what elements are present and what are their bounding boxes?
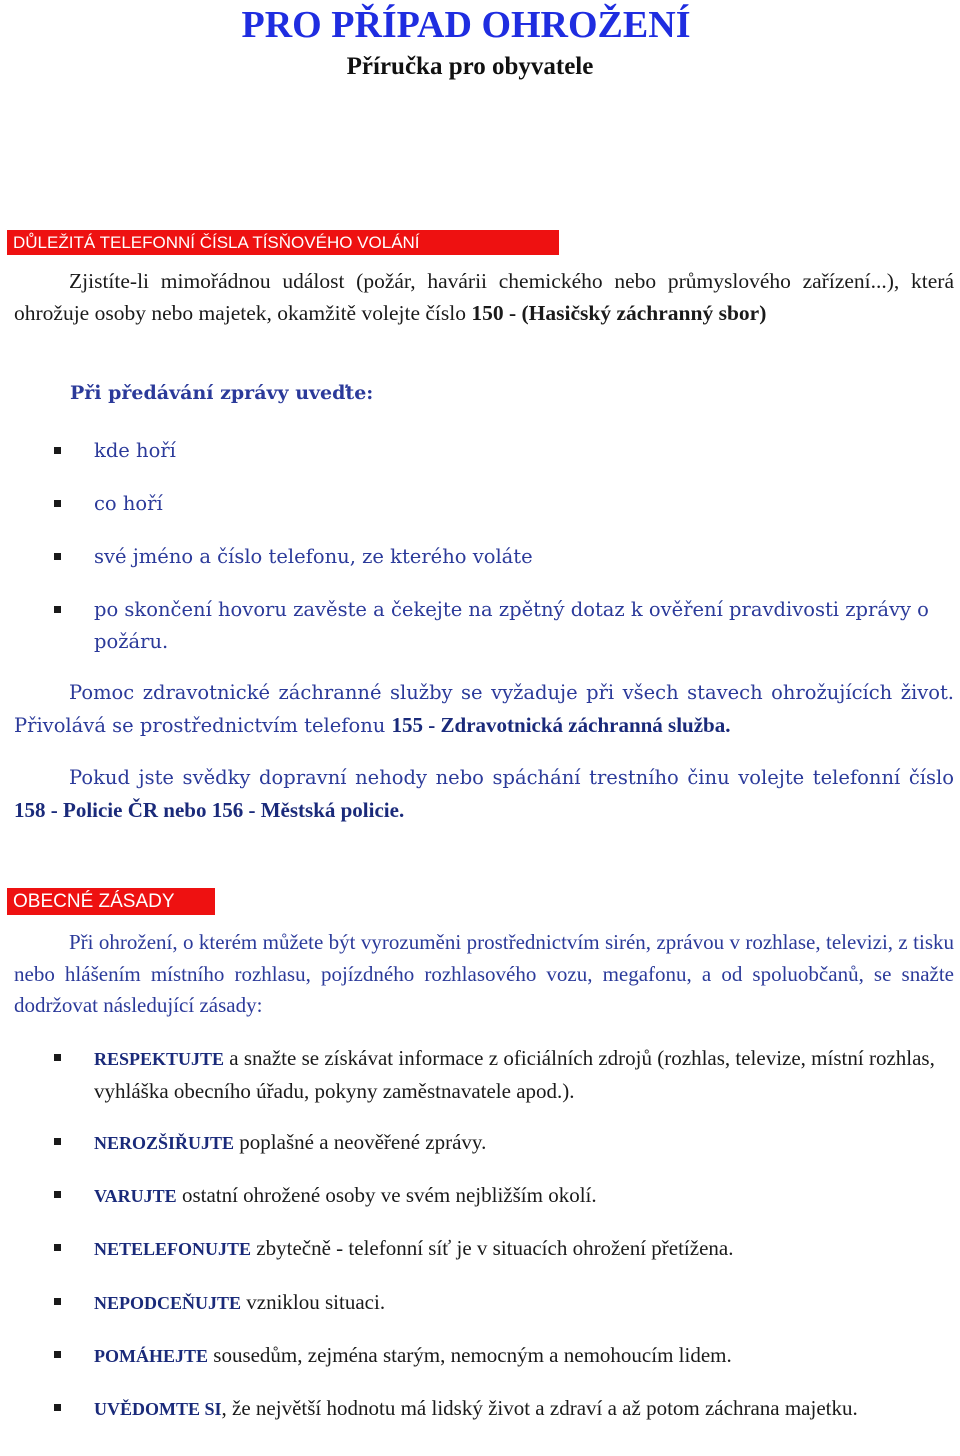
rule-keyword: VARUJTE xyxy=(94,1186,177,1206)
rule-text: a snažte se získávat informace z oficiálních zdrojů (rozhlas, televize, místní rozhlas, vyhláška obecního úřadu, pokyny zaměstnavatele apod.). xyxy=(94,1046,935,1103)
rule-text: sousedům, zejména starým, nemocným a nemohoucím lidem. xyxy=(208,1343,732,1367)
rule-text: , že největší hodnotu má lidský život a zdraví a až potom záchrana majetku. xyxy=(221,1396,858,1420)
rule-text: poplašné a neověřené zprávy. xyxy=(234,1130,487,1154)
rule-keyword: POMÁHEJTE xyxy=(94,1346,209,1366)
fire-brigade-number: 150 - (Hasičský záchranný sbor) xyxy=(471,300,767,325)
bullet-square-icon xyxy=(54,1404,61,1411)
emergency-intro-paragraph xyxy=(14,266,954,329)
rule-text: vzniklou situaci. xyxy=(241,1290,386,1314)
police-text: Pokud jste svědky dopravní nehody nebo spáchání trestního činu volejte telefonní číslo xyxy=(69,766,954,789)
section-label-emergency-numbers: DŮLEŽITÁ TELEFONNÍ ČÍSLA TÍSŇOVÉHO VOLÁNÍ xyxy=(7,230,559,255)
bullet-square-icon xyxy=(54,500,61,507)
bullet-square-icon xyxy=(54,1054,61,1061)
rule-text: ostatní ohrožené osoby ve svém nejbližším okolí. xyxy=(176,1183,597,1207)
rule-keyword: RESPEKTUJTE xyxy=(94,1049,225,1069)
police-number: 158 - Policie ČR nebo 156 - Městská policie. xyxy=(14,798,405,822)
police-paragraph xyxy=(14,762,954,827)
report-heading: Při předávání zprávy uveďte: xyxy=(70,382,374,404)
rule-text: zbytečně - telefonní síť je v situacích ohrožení přetížena. xyxy=(251,1236,734,1260)
bullet-square-icon xyxy=(54,606,61,613)
bullet-square-icon xyxy=(54,1191,61,1198)
bullet-square-icon xyxy=(54,1138,61,1145)
medical-paragraph xyxy=(14,677,954,742)
rule-keyword: NETELEFONUJTE xyxy=(94,1239,252,1259)
emergency-intro-text: Zjistíte-li mimořádnou událost (požár, havárii chemického nebo průmyslového zařízení...), která ohrožuje osoby nebo majetek, okamžitě volejte číslo xyxy=(14,269,954,325)
rule-keyword: UVĚDOMTE SI xyxy=(94,1399,222,1419)
rule-keyword: NEPODCEŇUJTE xyxy=(94,1293,242,1313)
bullet-square-icon xyxy=(54,1298,61,1305)
bullet-square-icon xyxy=(54,447,61,454)
general-rules-intro: Při ohrožení, o kterém můžete být vyrozuměni prostřednictvím sirén, zprávou v rozhlase, televizi, z tisku nebo hlášením místního rozhlasu, pojízdného rozhlasového vozu, megafonu, a od spoluobčanů, se snažte dodržovat následující zásady: xyxy=(14,930,954,1017)
document-subtitle: Příručka pro obyvatele xyxy=(346,53,594,80)
medical-number: 155 - Zdravotnická záchranná služba. xyxy=(391,713,731,737)
document-title: PRO PŘÍPAD OHROŽENÍ xyxy=(241,4,691,46)
medical-text: Pomoc zdravotnické záchranné služby se vyžaduje při všech stavech ohrožujících život. Přivolává se prostřednictvím telefonu xyxy=(14,681,954,737)
rule-keyword: NEROZŠIŘUJTE xyxy=(94,1133,235,1153)
bullet-square-icon xyxy=(54,1244,61,1251)
bullet-square-icon xyxy=(54,1351,61,1358)
bullet-square-icon xyxy=(54,553,61,560)
section-label-general-rules: OBECNÉ ZÁSADY xyxy=(7,888,215,915)
document-page: PRO PŘÍPAD OHROŽENÍ Příručka pro obyvatele DŮLEŽITÁ TELEFONNÍ ČÍSLA TÍSŇOVÉHO VOLÁNÍ Zjistíte-li mimořádnou událost (požár, havárii chemického nebo průmyslového zařízení...), která ohrožuje osoby nebo majetek, okamžitě volejte číslo 150 - (Hasičský záchranný sbor) Při předávání zprávy uveďte: kde hoří co hoří své jméno a číslo telefonu, ze kterého voláte po skončení hovoru zavěste a čekejte na zpětný dotaz k ověření pravdivosti zprávy o požáru. Pomoc zdravotnické záchranné služby se vyžaduje při všech stavech ohrožujících život. Přivolává se prostřednictvím telefonu 155 - Zdravotnická záchranná služba. Pokud jste svědky dopravní nehody nebo spáchání trestního činu volejte telefonní číslo 158 - Policie ČR nebo 156 - Městská policie. OBECNÉ ZÁSADY Při ohrožení, o kterém můžete být vyrozuměni prostřednictvím sirén, zprávou v rozhlase, televizi, z tisku nebo hlášením místního rozhlasu, pojízdného rozhlasového vozu, megafonu, a od spoluobčanů, se snažte dodržovat následující zásady: RESPEKTUJTE a snažte se získávat informace z oficiálních zdrojů (rozhlas, televize, místní rozhlas, vyhláška obecního úřadu, pokyny zaměstnavatele apod.). NEROZŠIŘUJTE poplašné a neověřené zprávy. VARUJTE ostatní ohrožené osoby ve svém nejbližším okolí. NETELEFONUJTE zbytečně - telefonní síť je v situacích ohrožení přetížena. NEPODCEŇUJTE vzniklou situaci. POMÁHEJTE sousedům, zejména starým, nemocným a nemohoucím lidem. UVĚDOMTE SI, že největší hodnotu má lidský život a zdraví a až potom záchrana majetku. xyxy=(0,0,960,1456)
